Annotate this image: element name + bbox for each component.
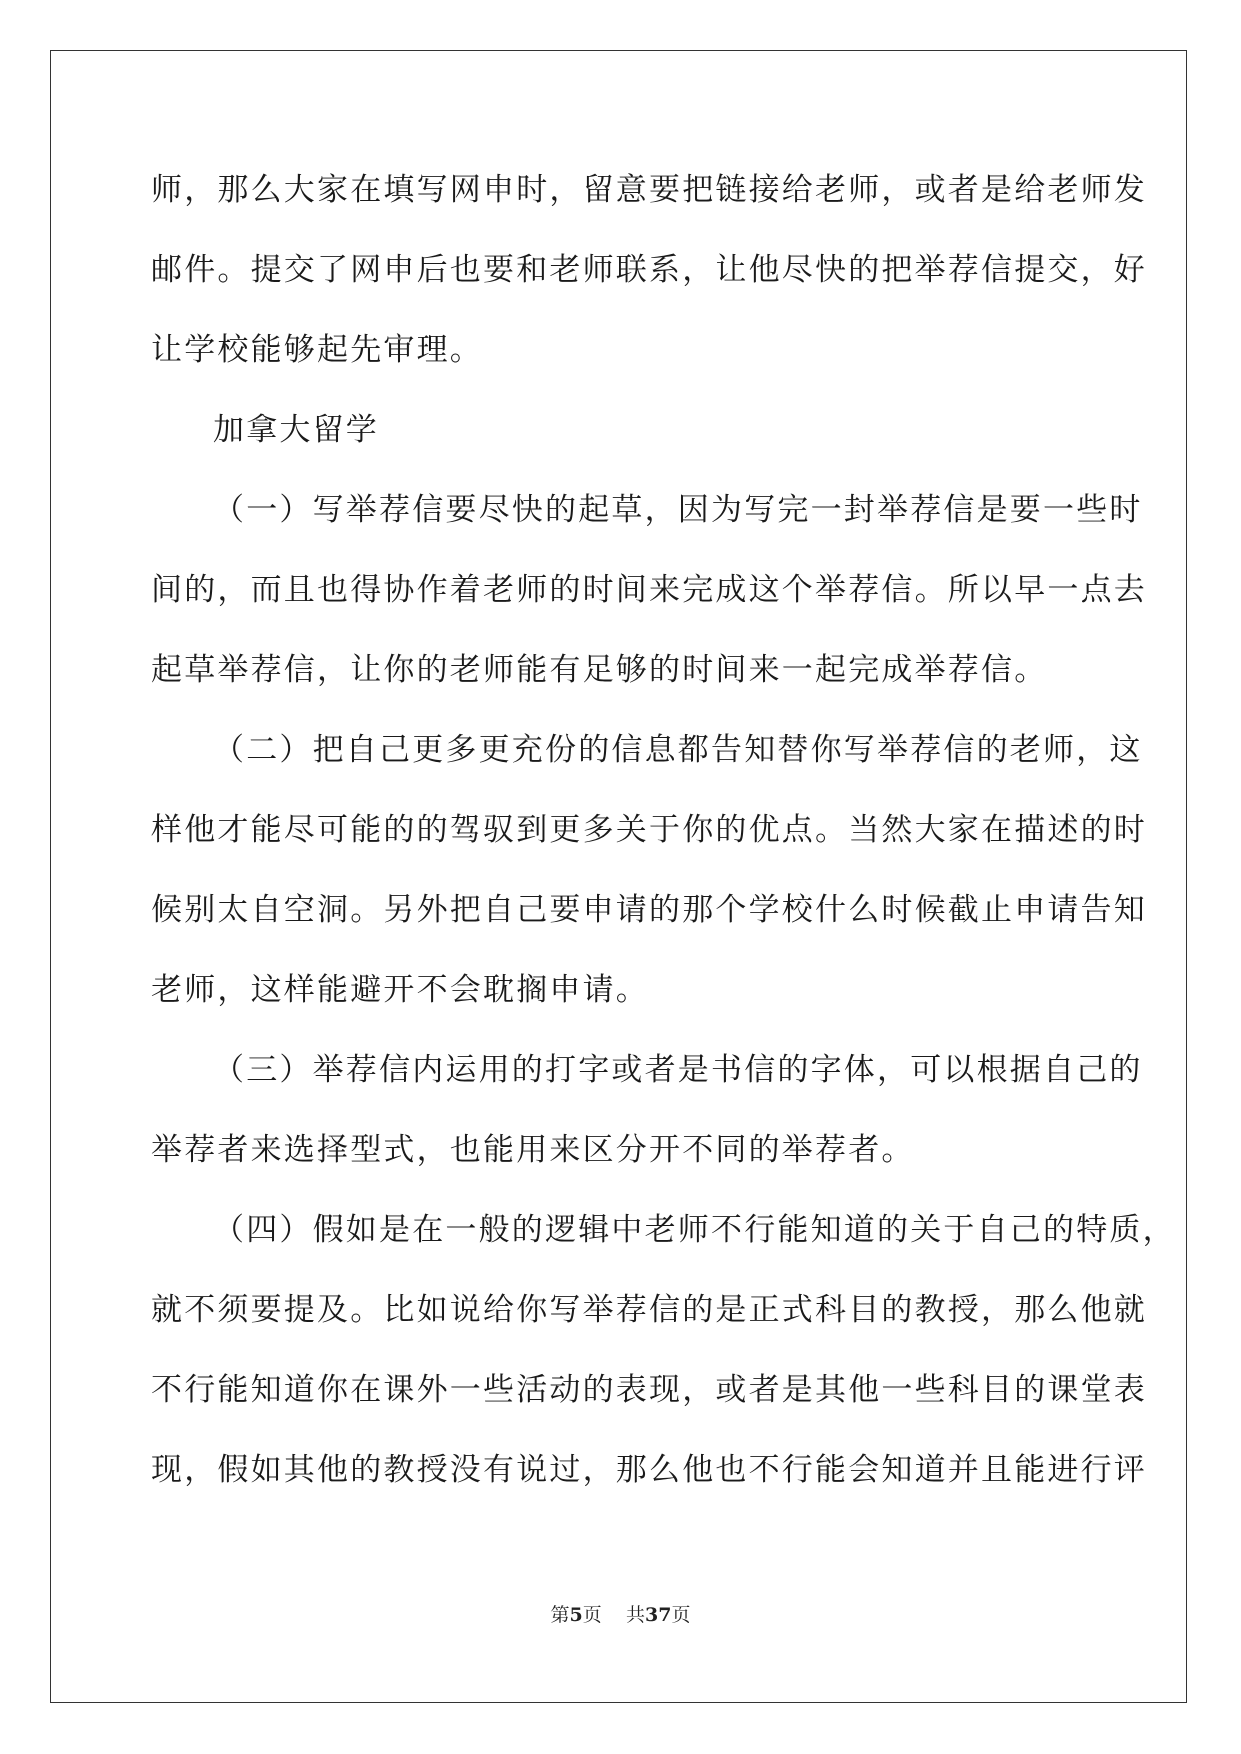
- text-line: 师，那么大家在填写网申时，留意要把链接给老师，或者是给老师发: [151, 172, 1147, 208]
- text-line: 老师，这样能避开不会耽搁申请。: [151, 972, 649, 1008]
- total-prefix: 共: [625, 1604, 645, 1626]
- page-suffix: 页: [582, 1604, 602, 1626]
- text-line: 不行能知道你在课外一些活动的表现，或者是其他一些科目的课堂表: [151, 1372, 1147, 1408]
- text-line: （一）写举荐信要尽快的起草，因为写完一封举荐信是要一些时: [213, 492, 1143, 528]
- page-footer: [0, 1600, 1241, 1627]
- text-line: 起草举荐信，让你的老师能有足够的时间来一起完成举荐信。: [151, 652, 1048, 688]
- text-line: （四）假如是在一般的逻辑中老师不行能知道的关于自己的特质，: [213, 1212, 1176, 1248]
- text-line: 邮件。提交了网申后也要和老师联系，让他尽快的把举荐信提交，好: [151, 252, 1147, 288]
- text-line: 样他才能尽可能的的驾驭到更多关于你的优点。当然大家在描述的时: [151, 812, 1147, 848]
- total-pages: 37: [644, 1604, 672, 1626]
- text-line: 现，假如其他的教授没有说过，那么他也不行能会知道并且能进行评: [151, 1452, 1147, 1488]
- text-line: 就不须要提及。比如说给你写举荐信的是正式科目的教授，那么他就: [151, 1292, 1147, 1328]
- text-line: 候别太自空洞。另外把自己要申请的那个学校什么时候截止申请告知: [151, 892, 1147, 928]
- text-line: （二）把自己更多更充份的信息都告知替你写举荐信的老师，这: [213, 732, 1143, 768]
- text-line: 让学校能够起先审理。: [151, 332, 483, 368]
- total-suffix: 页: [671, 1604, 691, 1626]
- section-heading: 加拿大留学: [213, 412, 379, 448]
- text-line: （三）举荐信内运用的打字或者是书信的字体，可以根据自己的: [213, 1052, 1143, 1088]
- page-number: 5: [569, 1604, 583, 1626]
- text-line: 间的，而且也得协作着老师的时间来完成这个举荐信。所以早一点去: [151, 572, 1147, 608]
- page-prefix: 第: [550, 1604, 570, 1626]
- text-line: 举荐者来选择型式，也能用来区分开不同的举荐者。: [151, 1132, 915, 1168]
- document-body: [151, 160, 1176, 1520]
